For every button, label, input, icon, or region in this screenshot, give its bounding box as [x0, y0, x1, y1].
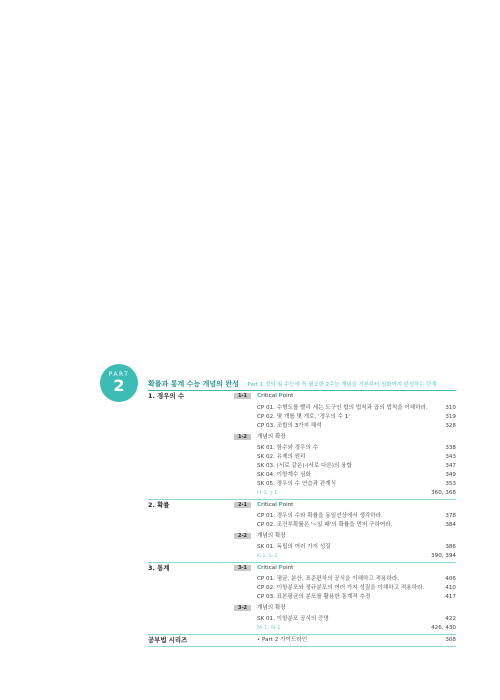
entry-title: SK 01. 함수와 경우의 수: [257, 445, 319, 451]
toc-entry[interactable]: [148, 593, 456, 601]
toc-entry[interactable]: [148, 512, 456, 520]
part-subtitle: : Part 1 정의 및 수능에 꼭 필요한 2수능 개념을 기본부터 심화까지 완성하는 단계: [243, 382, 437, 388]
toc-entry[interactable]: [148, 404, 456, 412]
entry-page: 410: [445, 585, 456, 591]
toc-entry[interactable]: [148, 413, 456, 421]
entry-title: CP 01. 평균, 분산, 표준편차의 공식을 이해하고 적용하라.: [257, 576, 400, 582]
toc-entry[interactable]: [148, 552, 456, 560]
section-divider: [148, 634, 456, 635]
part-title: 확률과 통계 수능 개념의 완성: [148, 380, 239, 388]
chapter-tag: 2-1: [234, 502, 251, 508]
section-title: 1. 경우의 수: [148, 392, 185, 400]
entry-title: CP 01. 수형도를 빨리 세는 도구인 합의 법칙과 곱의 법칙을 이해하라.: [257, 405, 428, 411]
bullet-icon: •: [257, 637, 260, 643]
toc-entry[interactable]: [148, 462, 456, 470]
toc-entry[interactable]: [148, 453, 456, 461]
entry-title: SK 01. 독립의 여러 가지 성질: [257, 544, 331, 550]
guideline-entry: [257, 636, 307, 644]
toc-entry[interactable]: [148, 543, 456, 551]
section-title: 공부법 시리즈: [148, 636, 188, 644]
part-number: 2: [113, 376, 125, 395]
section-title: 2. 확률: [148, 501, 170, 509]
toc-entry[interactable]: [148, 480, 456, 488]
entry-page: 328: [445, 423, 456, 429]
entry-page: 338: [445, 445, 456, 451]
entry-page: 384: [445, 522, 456, 528]
entry-page: 347: [445, 463, 456, 469]
toc-entry[interactable]: [148, 624, 456, 632]
bottom-rule: [148, 646, 456, 647]
toc-entry[interactable]: [148, 615, 456, 623]
chapter-tag: 1-2: [234, 434, 251, 440]
toc-entry[interactable]: [148, 521, 456, 529]
toc-entry[interactable]: [148, 422, 456, 430]
toc-row-section-2: [148, 501, 456, 509]
entry-title: SK 02. 유제의 원리: [257, 454, 306, 460]
critical-point-label: Critical Point: [257, 502, 294, 508]
chapter-tag: 3-1: [234, 565, 251, 571]
chapter-tag: 3-2: [234, 605, 251, 611]
entry-title: M-1, N-1: [257, 625, 281, 631]
entry-title: SK 01. 이항분포 공식의 증명: [257, 616, 329, 622]
toc-entry[interactable]: [148, 575, 456, 583]
toc-entry[interactable]: [148, 489, 456, 497]
entry-title: CP 02. 조건부확률은 '~일 때'의 확률을 먼저 구하여라.: [257, 522, 393, 528]
entry-page: 349: [445, 472, 456, 478]
toc-entry[interactable]: [148, 584, 456, 592]
entry-page: 360, 368: [431, 490, 456, 496]
toc-row-study-series[interactable]: [148, 636, 456, 644]
critical-point-label: Critical Point: [257, 393, 294, 399]
chapter-tag: 1-1: [234, 393, 251, 399]
entry-title: CP 02. 몇 개를 몇 개로, '경우의 수 1': [257, 414, 350, 420]
entry-page: 390, 394: [431, 553, 456, 559]
toc-row-section-3: [148, 564, 456, 572]
entry-title: CP 01. 경우의 수와 확률을 동일선상에서 생각하라.: [257, 513, 383, 519]
header-rule: [148, 390, 456, 391]
entry-title: SK 05. 경우의 수 연습과 관계식: [257, 481, 337, 487]
section-divider: [148, 562, 456, 563]
section-title: 3. 통계: [148, 564, 170, 572]
entry-page: 308: [445, 637, 456, 643]
entry-page: 406: [445, 576, 456, 582]
group-label: 개념의 확장: [257, 533, 286, 539]
chapter-tag: 2-2: [234, 533, 251, 539]
group-label: 개념의 확장: [257, 605, 286, 611]
toc-group-header: [148, 433, 456, 441]
entry-title: H-1, J-1: [257, 490, 278, 496]
toc-entry[interactable]: [148, 444, 456, 452]
group-label: 개념의 확장: [257, 434, 286, 440]
entry-title: CP 03. 조합의 3가지 해석: [257, 423, 322, 429]
entry-page: 426, 430: [431, 625, 456, 631]
entry-title: CP 02. 이항분포와 정규분포의 여러 가지 성질을 이해하고 적용하라.: [257, 585, 425, 591]
part-header: [148, 379, 456, 389]
entry-page: 343: [445, 454, 456, 460]
toc-group-header: [148, 604, 456, 612]
entry-page: 386: [445, 544, 456, 550]
entry-title: Part 2 가이드라인: [261, 637, 308, 643]
entry-page: 378: [445, 513, 456, 519]
entry-title: CP 03. 표본평균의 분포를 활용한 통계적 추정: [257, 594, 371, 600]
toc-entry[interactable]: [148, 471, 456, 479]
entry-page: 310: [445, 405, 456, 411]
entry-title: SK 03. (서로 같은)·(서로 다른)의 융합: [257, 463, 352, 469]
part-badge: [100, 364, 138, 402]
entry-page: 422: [445, 616, 456, 622]
entry-page: 353: [445, 481, 456, 487]
entry-title: K-1, L-1: [257, 553, 278, 559]
entry-title: SK 04. 이항계수 심화: [257, 472, 311, 478]
section-divider: [148, 499, 456, 500]
toc-group-header: [148, 532, 456, 540]
part-label: PART: [108, 371, 130, 378]
critical-point-label: Critical Point: [257, 565, 294, 571]
toc-row-section-1: [148, 392, 456, 400]
entry-page: 417: [445, 594, 456, 600]
entry-page: 319: [445, 414, 456, 420]
